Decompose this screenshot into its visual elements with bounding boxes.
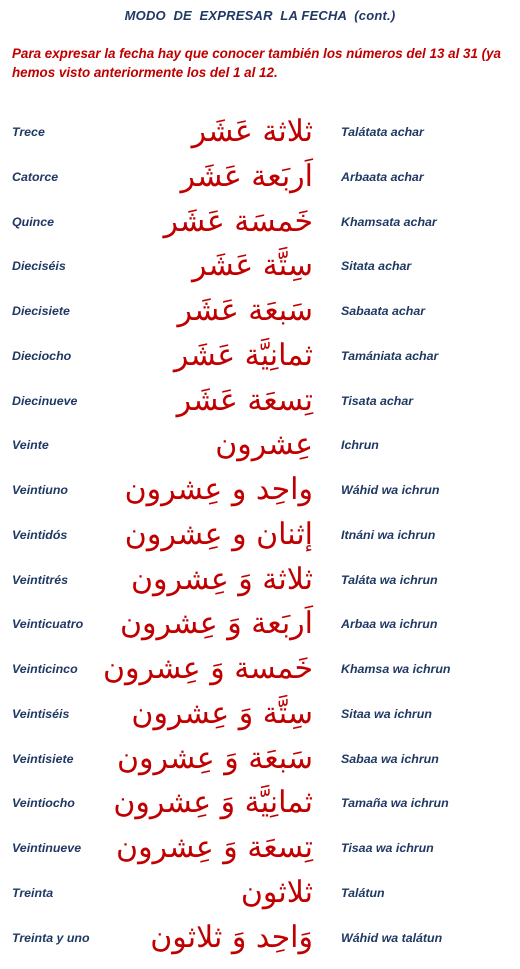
number-row: [0, 692, 520, 736]
spanish-number: Dieciséis: [12, 259, 66, 274]
arabic-number: واحِد و عِشرون: [124, 472, 313, 507]
transliteration: Sabaata achar: [341, 304, 426, 318]
transliteration: Itnáni wa ichrun: [341, 527, 436, 542]
transliteration: Talátun: [341, 885, 385, 900]
transliteration: Ichrun: [341, 438, 379, 453]
arabic-number: خَمسة وَ عِشرون: [102, 651, 313, 686]
number-row: [0, 916, 520, 960]
transliteration: Tamaña wa ichrun: [341, 796, 449, 811]
arabic-number: ثمانِيَّة عَشَر: [173, 337, 313, 373]
number-row: [0, 558, 520, 602]
number-row: [0, 334, 520, 378]
spanish-number: Diecinueve: [12, 393, 78, 408]
transliteration: Sitaa wa ichrun: [341, 706, 432, 721]
spanish-number: Veinticuatro: [12, 617, 84, 632]
transliteration: Talátata achar: [341, 125, 424, 139]
transliteration: Sabaa wa ichrun: [341, 751, 439, 766]
transliteration: Taláta wa ichrun: [341, 572, 438, 587]
spanish-number: Veintidós: [12, 527, 68, 542]
spanish-number: Veintitrés: [12, 572, 69, 587]
arabic-number: ثلاثة عَشَر: [191, 114, 313, 149]
arabic-number: اَربَعة وَ عِشرون: [119, 606, 313, 642]
arabic-number: ثلاثة وَ عِشرون: [131, 561, 313, 597]
arabic-number: سِتَّة عَشَر: [191, 248, 313, 284]
arabic-number: ثلاثون: [240, 874, 313, 910]
spanish-number: Veintiséis: [12, 706, 70, 721]
transliteration: Wáhid wa talátun: [341, 930, 443, 945]
arabic-number: اَربَعة عَشَر: [180, 158, 313, 194]
number-row: [0, 110, 520, 154]
number-row: [0, 871, 520, 915]
transliteration: Arbaata achar: [341, 169, 424, 184]
arabic-number: تِسعَة وَ عِشرون: [116, 830, 313, 865]
transliteration: Khamsa wa ichrun: [341, 662, 451, 676]
number-row: [0, 423, 520, 467]
number-row: [0, 200, 520, 244]
arabic-number: خَمسَة عَشَر: [163, 203, 313, 239]
transliteration: Wáhid wa ichrun: [341, 483, 440, 497]
arabic-number: ثمانِيَّة وَ عِشرون: [113, 785, 313, 821]
number-row: [0, 737, 520, 781]
page-title: MODO DE EXPRESAR LA FECHA (cont.): [124, 8, 396, 23]
spanish-number: Catorce: [12, 169, 59, 184]
spanish-number: Veinticinco: [12, 662, 78, 676]
number-row: [0, 289, 520, 333]
arabic-number: سَبعَة عَشَر: [177, 293, 313, 328]
number-row: [0, 602, 520, 646]
number-row: [0, 468, 520, 512]
spanish-number: Veintiuno: [12, 483, 68, 497]
number-row: [0, 155, 520, 199]
number-row: [0, 379, 520, 423]
spanish-number: Treinta: [12, 885, 54, 900]
spanish-number: Treinta y uno: [12, 930, 90, 945]
spanish-number: Quince: [12, 214, 54, 229]
arabic-number: إثنان و عِشرون: [124, 516, 313, 552]
spanish-number: Veintinueve: [12, 841, 82, 855]
arabic-number: سِتَّة وَ عِشرون: [131, 695, 313, 731]
spanish-number: Veintisiete: [12, 751, 74, 766]
transliteration: Arbaa wa ichrun: [341, 617, 438, 632]
number-row: [0, 244, 520, 288]
number-row: [0, 513, 520, 557]
arabic-number: عِشرون: [215, 427, 313, 463]
transliteration: Tamániata achar: [341, 348, 439, 363]
transliteration: Tisata achar: [341, 393, 414, 408]
spanish-number: Diecisiete: [12, 304, 70, 318]
spanish-number: Dieciocho: [12, 348, 72, 363]
number-row: [0, 826, 520, 870]
arabic-number: تِسعَة عَشَر: [176, 382, 313, 418]
spanish-number: Veinte: [12, 438, 49, 453]
intro-paragraph: Para expresar la fecha hay que conocer también los números del 13 al 31 (ya hemos visto anteriormente los del 1 al 12.: [12, 46, 501, 80]
spanish-number: Veintiocho: [12, 796, 75, 811]
transliteration: Sitata achar: [341, 259, 412, 274]
arabic-number: وَاحِد وَ ثلاثون: [150, 919, 313, 955]
arabic-number: سَبعَة وَ عِشرون: [116, 740, 313, 776]
number-row: [0, 781, 520, 825]
transliteration: Khamsata achar: [341, 214, 437, 229]
transliteration: Tisaa wa ichrun: [341, 841, 434, 855]
number-row: [0, 647, 520, 691]
spanish-number: Trece: [12, 125, 45, 139]
